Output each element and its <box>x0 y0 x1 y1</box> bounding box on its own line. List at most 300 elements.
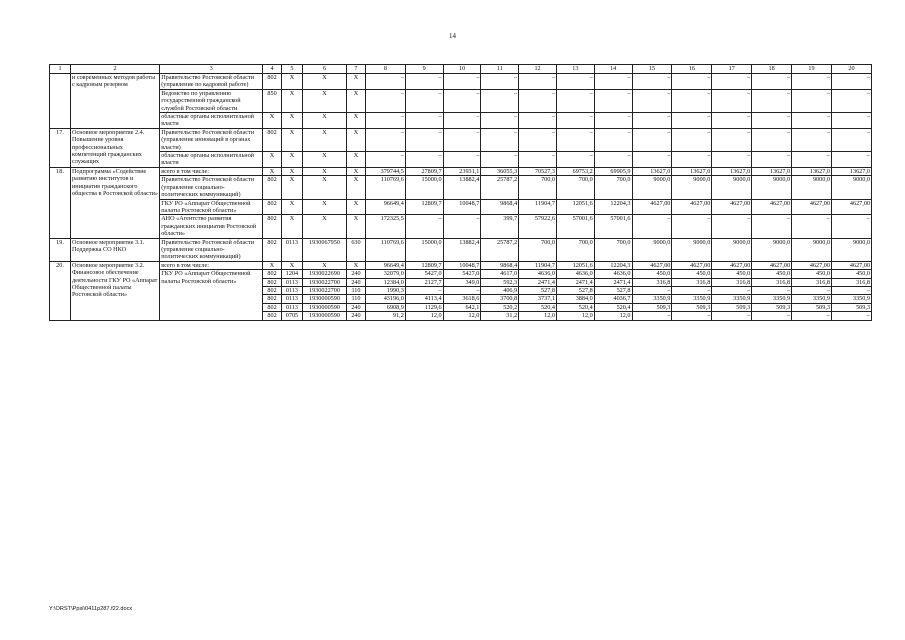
value-cell: 13627,0 <box>712 167 752 175</box>
value-cell: – <box>632 312 672 320</box>
executor-cell: областные органы исполнительной власти <box>160 152 263 168</box>
value-cell: – <box>672 152 712 168</box>
value-cell: 4627,00 <box>712 199 752 215</box>
measure-name: Подпрограмма «Содействие развитию институтов и инициатив гражданского общества в Ростовской области» <box>70 167 159 238</box>
value-cell: – <box>365 74 405 90</box>
value-cell: 15000,0 <box>405 238 443 261</box>
value-cell: – <box>519 128 557 151</box>
value-cell: Х <box>281 176 302 199</box>
executor-cell: всего в том числе: <box>160 261 263 269</box>
value-cell: – <box>443 215 481 238</box>
value-cell: – <box>831 286 871 294</box>
value-cell: – <box>443 113 481 129</box>
value-cell: 96649,4 <box>365 199 405 215</box>
value-cell: 12051,6 <box>556 199 594 215</box>
value-cell: – <box>443 152 481 168</box>
value-cell: 802 <box>263 303 282 311</box>
value-cell: 1930022700 <box>302 278 346 286</box>
table-row <box>50 74 872 90</box>
value-cell: 9000,0 <box>831 176 871 199</box>
header-cell: 12 <box>519 65 557 74</box>
value-cell: 509,3 <box>752 303 792 311</box>
value-cell: 802 <box>263 199 282 215</box>
value-cell: Х <box>302 152 346 168</box>
value-cell: 1930000590 <box>302 295 346 303</box>
value-cell: – <box>365 89 405 112</box>
value-cell: – <box>632 215 672 238</box>
value-cell: – <box>443 128 481 151</box>
value-cell: – <box>831 152 871 168</box>
value-cell: – <box>594 128 632 151</box>
value-cell: 316,8 <box>712 278 752 286</box>
value-cell: 850 <box>263 89 282 112</box>
budget-table <box>49 64 872 321</box>
value-cell: Х <box>302 89 346 112</box>
value-cell: 802 <box>263 312 282 320</box>
executor-cell: ГКУ РО «Аппарат Общественной палаты Ростовской области» <box>160 199 263 215</box>
value-cell: – <box>792 152 832 168</box>
value-cell: – <box>594 113 632 129</box>
value-cell: 399,7 <box>481 215 519 238</box>
value-cell: 6908,9 <box>365 303 405 311</box>
value-cell: 316,8 <box>632 278 672 286</box>
header-cell: 17 <box>712 65 752 74</box>
value-cell: 12204,3 <box>594 199 632 215</box>
value-cell: 4036,7 <box>594 295 632 303</box>
value-cell: – <box>792 74 832 90</box>
value-cell: – <box>672 286 712 294</box>
value-cell: Х <box>263 261 282 269</box>
value-cell: – <box>831 89 871 112</box>
value-cell: 700,0 <box>556 238 594 261</box>
table-row <box>50 270 872 278</box>
value-cell: 12204,3 <box>594 261 632 269</box>
value-cell: – <box>556 152 594 168</box>
value-cell: 57001,6 <box>594 215 632 238</box>
value-cell: 509,3 <box>712 303 752 311</box>
value-cell: 13627,0 <box>752 167 792 175</box>
value-cell: 802 <box>263 270 282 278</box>
value-cell: 450,0 <box>632 270 672 278</box>
value-cell: 3350,9 <box>831 295 871 303</box>
value-cell: 110769,6 <box>365 176 405 199</box>
value-cell: – <box>443 286 481 294</box>
value-cell: 3350,9 <box>632 295 672 303</box>
table-row <box>50 89 872 112</box>
value-cell: 12,0 <box>594 312 632 320</box>
value-cell: 316,8 <box>752 278 792 286</box>
value-cell: 700,0 <box>594 176 632 199</box>
value-cell: 1930022690 <box>302 270 346 278</box>
value-cell: 802 <box>263 215 282 238</box>
header-cell: 9 <box>405 65 443 74</box>
value-cell: 12384,0 <box>365 278 405 286</box>
value-cell: 4617,0 <box>481 270 519 278</box>
value-cell: Х <box>302 167 346 175</box>
value-cell: 802 <box>263 238 282 261</box>
value-cell: 379744,5 <box>365 167 405 175</box>
table-row <box>50 199 872 215</box>
value-cell: – <box>672 312 712 320</box>
row-number: 19. <box>50 238 71 261</box>
value-cell: 23931,1 <box>443 167 481 175</box>
executor-cell: областные органы исполнительной власти <box>160 113 263 129</box>
value-cell: 509,3 <box>632 303 672 311</box>
value-cell: 3700,8 <box>481 295 519 303</box>
value-cell: 520,4 <box>556 303 594 311</box>
value-cell: – <box>752 113 792 129</box>
measure-name: Основное мероприятие 3.2. Финансовое обеспечение деятельности ГКУ РО «Аппарат Общественной палаты Ростовской области» <box>70 261 159 320</box>
value-cell: – <box>831 128 871 151</box>
footer-file-path: Y:\ORST\Ppsi\0411p287.f22.docx <box>49 606 133 612</box>
value-cell: 110 <box>347 286 366 294</box>
value-cell: 3350,9 <box>672 295 712 303</box>
value-cell: – <box>712 286 752 294</box>
value-cell: 4627,00 <box>792 199 832 215</box>
value-cell: 240 <box>347 312 366 320</box>
header-cell: 8 <box>365 65 405 74</box>
value-cell: – <box>556 74 594 90</box>
measure-name: Основное мероприятие 3.1. Поддержка СО НКО <box>70 238 159 261</box>
value-cell: 10048,7 <box>443 199 481 215</box>
header-cell: 20 <box>831 65 871 74</box>
page-number: 14 <box>449 32 456 40</box>
value-cell: 12,0 <box>443 312 481 320</box>
row-number: 20. <box>50 261 71 320</box>
header-cell: 13 <box>556 65 594 74</box>
value-cell: 1129,6 <box>405 303 443 311</box>
value-cell: 520,2 <box>481 303 519 311</box>
value-cell: 802 <box>263 278 282 286</box>
value-cell: 1930000590 <box>302 312 346 320</box>
value-cell: 349,0 <box>443 278 481 286</box>
value-cell: 316,8 <box>831 278 871 286</box>
header-cell: 14 <box>594 65 632 74</box>
value-cell: 3737,1 <box>519 295 557 303</box>
header-cell: 6 <box>302 65 346 74</box>
value-cell: 43196,0 <box>365 295 405 303</box>
value-cell: Х <box>281 113 302 129</box>
value-cell: 13882,4 <box>443 238 481 261</box>
value-cell: 520,4 <box>519 303 557 311</box>
value-cell: 5427,0 <box>405 270 443 278</box>
value-cell: 91,2 <box>365 312 405 320</box>
value-cell: 9000,0 <box>672 238 712 261</box>
executor-cell: Правительство Ростовской области (управление социально-политических коммуникаций) <box>160 176 263 199</box>
value-cell: 802 <box>263 286 282 294</box>
value-cell: 70527,3 <box>519 167 557 175</box>
header-cell: 2 <box>70 65 159 74</box>
value-cell: 9868,4 <box>481 261 519 269</box>
measure-name: и современных методов работы с кадровым резервом <box>70 74 159 129</box>
value-cell: 12,0 <box>405 312 443 320</box>
value-cell: 1204 <box>281 270 302 278</box>
value-cell: – <box>792 312 832 320</box>
value-cell: Х <box>302 128 346 151</box>
value-cell: – <box>519 89 557 112</box>
table-row <box>50 261 872 269</box>
value-cell: – <box>712 312 752 320</box>
value-cell: 0113 <box>281 286 302 294</box>
value-cell: 3884,0 <box>556 295 594 303</box>
value-cell: 2471,4 <box>594 278 632 286</box>
header-cell: 15 <box>632 65 672 74</box>
value-cell: – <box>752 215 792 238</box>
value-cell: 509,3 <box>792 303 832 311</box>
value-cell: 700,0 <box>556 176 594 199</box>
value-cell: 4627,00 <box>632 199 672 215</box>
value-cell: – <box>632 74 672 90</box>
value-cell: Х <box>347 74 366 90</box>
value-cell: – <box>752 152 792 168</box>
value-cell: – <box>672 74 712 90</box>
value-cell: 4627,00 <box>672 261 712 269</box>
value-cell: 802 <box>263 128 282 151</box>
executor-cell: Ведомство по управлению государственной гражданской службой Ростовской области <box>160 89 263 112</box>
value-cell: – <box>672 89 712 112</box>
table-row <box>50 238 872 261</box>
value-cell: 700,0 <box>519 238 557 261</box>
value-cell: – <box>752 312 792 320</box>
value-cell: – <box>632 89 672 112</box>
value-cell: 36055,3 <box>481 167 519 175</box>
header-row <box>50 65 872 74</box>
value-cell: 3350,9 <box>792 295 832 303</box>
value-cell: – <box>672 113 712 129</box>
budget-table-container <box>49 64 872 321</box>
table-row <box>50 113 872 129</box>
value-cell: 12809,7 <box>405 261 443 269</box>
executor-cell: Правительство Ростовской области (управление инноваций в органах власти) <box>160 128 263 151</box>
value-cell: Х <box>281 128 302 151</box>
value-cell: – <box>556 89 594 112</box>
value-cell: Х <box>347 89 366 112</box>
header-cell: 10 <box>443 65 481 74</box>
value-cell: 5427,0 <box>443 270 481 278</box>
value-cell: Х <box>347 113 366 129</box>
value-cell: 4636,0 <box>556 270 594 278</box>
value-cell: – <box>481 89 519 112</box>
value-cell: 25787,2 <box>481 176 519 199</box>
value-cell: Х <box>347 176 366 199</box>
value-cell: 450,0 <box>672 270 712 278</box>
value-cell: 4113,4 <box>405 295 443 303</box>
value-cell: – <box>831 74 871 90</box>
value-cell: Х <box>302 215 346 238</box>
value-cell: – <box>481 113 519 129</box>
value-cell: 13627,0 <box>632 167 672 175</box>
value-cell: – <box>712 89 752 112</box>
value-cell: – <box>365 128 405 151</box>
row-number <box>50 74 71 129</box>
value-cell: 700,0 <box>519 176 557 199</box>
value-cell: 3350,9 <box>712 295 752 303</box>
value-cell: 1930000590 <box>302 303 346 311</box>
value-cell: 527,8 <box>594 286 632 294</box>
value-cell: – <box>831 113 871 129</box>
value-cell: – <box>556 128 594 151</box>
value-cell: 527,8 <box>556 286 594 294</box>
value-cell: Х <box>263 152 282 168</box>
value-cell: 31,2 <box>481 312 519 320</box>
table-row <box>50 167 872 175</box>
value-cell: – <box>792 113 832 129</box>
executor-cell: Правительство Ростовской области (управление по кадровой работе) <box>160 74 263 90</box>
value-cell: Х <box>347 215 366 238</box>
value-cell: 240 <box>347 270 366 278</box>
value-cell: 2471,4 <box>519 278 557 286</box>
value-cell: 316,8 <box>792 278 832 286</box>
value-cell: – <box>752 74 792 90</box>
value-cell: – <box>752 89 792 112</box>
value-cell: 69753,2 <box>556 167 594 175</box>
value-cell: – <box>831 312 871 320</box>
value-cell: 96649,4 <box>365 261 405 269</box>
value-cell: 4627,00 <box>792 261 832 269</box>
value-cell: 0113 <box>281 295 302 303</box>
value-cell: 4627,00 <box>752 199 792 215</box>
value-cell: – <box>405 113 443 129</box>
value-cell: 69905,9 <box>594 167 632 175</box>
value-cell: 1930022700 <box>302 286 346 294</box>
value-cell: 4627,00 <box>831 199 871 215</box>
value-cell: – <box>712 113 752 129</box>
value-cell: – <box>519 74 557 90</box>
value-cell: 0113 <box>281 278 302 286</box>
value-cell: Х <box>281 74 302 90</box>
value-cell: 32079,0 <box>365 270 405 278</box>
value-cell: 12,0 <box>556 312 594 320</box>
value-cell: 2127,7 <box>405 278 443 286</box>
value-cell: 4627,00 <box>752 261 792 269</box>
header-cell: 1 <box>50 65 71 74</box>
value-cell: 3350,9 <box>752 295 792 303</box>
value-cell: 509,3 <box>672 303 712 311</box>
value-cell: – <box>831 215 871 238</box>
executor-cell: АНО «Агентство развития гражданских инициатив Ростовской области» <box>160 215 263 238</box>
value-cell: Х <box>347 199 366 215</box>
value-cell: 9000,0 <box>752 176 792 199</box>
value-cell: Х <box>281 261 302 269</box>
value-cell: 0113 <box>281 303 302 311</box>
value-cell: Х <box>281 167 302 175</box>
value-cell: 802 <box>263 74 282 90</box>
value-cell: – <box>405 128 443 151</box>
value-cell: 13882,4 <box>443 176 481 199</box>
value-cell: 450,0 <box>792 270 832 278</box>
value-cell: – <box>594 89 632 112</box>
value-cell: 450,0 <box>712 270 752 278</box>
value-cell: Х <box>302 261 346 269</box>
value-cell: 240 <box>347 303 366 311</box>
value-cell: 10048,7 <box>443 261 481 269</box>
value-cell: – <box>752 286 792 294</box>
value-cell: – <box>519 152 557 168</box>
executor-cell: Правительство Ростовской области (управление социально-политических коммуникаций) <box>160 238 263 261</box>
value-cell: – <box>712 215 752 238</box>
row-number: 17. <box>50 128 71 167</box>
value-cell: 802 <box>263 176 282 199</box>
value-cell: 12051,6 <box>556 261 594 269</box>
value-cell: 9000,0 <box>752 238 792 261</box>
value-cell: 4627,00 <box>672 199 712 215</box>
value-cell: Х <box>281 152 302 168</box>
value-cell: – <box>556 113 594 129</box>
value-cell: – <box>672 128 712 151</box>
value-cell: 57001,6 <box>556 215 594 238</box>
value-cell: 316,8 <box>672 278 712 286</box>
value-cell: 527,8 <box>519 286 557 294</box>
value-cell: – <box>365 113 405 129</box>
value-cell: 802 <box>263 295 282 303</box>
value-cell: – <box>792 286 832 294</box>
value-cell: – <box>594 152 632 168</box>
value-cell: 9000,0 <box>632 238 672 261</box>
value-cell: Х <box>347 152 366 168</box>
value-cell: – <box>481 74 519 90</box>
measure-name: Основное мероприятие 2.4. Повышение уровня профессиональных компетенций гражданских служащих <box>70 128 159 167</box>
table-row <box>50 128 872 151</box>
value-cell: 0705 <box>281 312 302 320</box>
value-cell: 406,9 <box>481 286 519 294</box>
table-row <box>50 215 872 238</box>
value-cell: Х <box>347 128 366 151</box>
value-cell: 110 <box>347 295 366 303</box>
value-cell: 9000,0 <box>672 176 712 199</box>
value-cell: 2471,4 <box>556 278 594 286</box>
value-cell: – <box>792 128 832 151</box>
table-row <box>50 176 872 199</box>
value-cell: 9000,0 <box>712 238 752 261</box>
value-cell: Х <box>263 167 282 175</box>
value-cell: – <box>519 113 557 129</box>
executor-cell: ГКУ РО «Аппарат Общественной палаты Ростовской области» <box>160 270 263 320</box>
value-cell: 9000,0 <box>792 238 832 261</box>
value-cell: Х <box>302 176 346 199</box>
value-cell: – <box>365 152 405 168</box>
value-cell: 592,3 <box>481 278 519 286</box>
header-cell: 18 <box>752 65 792 74</box>
value-cell: – <box>443 89 481 112</box>
value-cell: – <box>632 113 672 129</box>
value-cell: 0113 <box>281 238 302 261</box>
value-cell: Х <box>347 167 366 175</box>
header-cell: 5 <box>281 65 302 74</box>
value-cell: 642,1 <box>443 303 481 311</box>
value-cell: – <box>443 74 481 90</box>
value-cell: 27809,7 <box>405 167 443 175</box>
value-cell: – <box>481 152 519 168</box>
executor-cell: всего в том числе: <box>160 167 263 175</box>
value-cell: 509,3 <box>831 303 871 311</box>
value-cell: 450,0 <box>831 270 871 278</box>
value-cell: – <box>672 215 712 238</box>
value-cell: – <box>594 74 632 90</box>
header-cell: 4 <box>263 65 282 74</box>
header-cell: 19 <box>792 65 832 74</box>
header-cell: 3 <box>160 65 263 74</box>
value-cell: 9000,0 <box>632 176 672 199</box>
value-cell: 9868,4 <box>481 199 519 215</box>
header-cell: 16 <box>672 65 712 74</box>
value-cell: – <box>752 128 792 151</box>
table-row <box>50 152 872 168</box>
value-cell: – <box>632 152 672 168</box>
value-cell: Х <box>281 215 302 238</box>
value-cell: 9000,0 <box>831 238 871 261</box>
value-cell: 11904,7 <box>519 261 557 269</box>
value-cell: – <box>405 74 443 90</box>
